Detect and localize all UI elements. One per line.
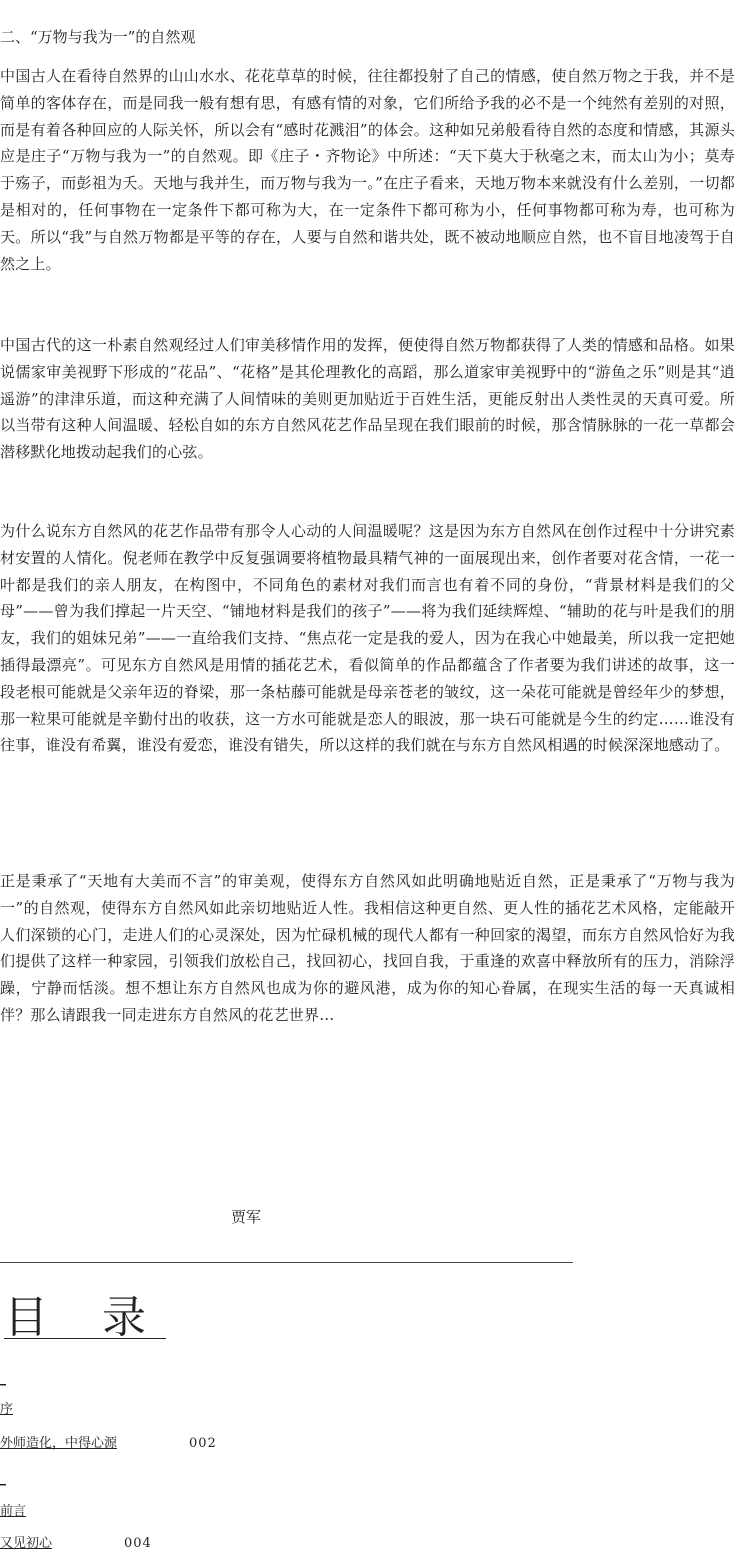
toc-title: 目 录 (4, 1292, 166, 1343)
toc-entry-preface[interactable] (0, 1436, 217, 1452)
paragraph-4: 正是秉承了“天地有大美而不言”的审美观，使得东方自然风如此明确地贴近自然，正是秉承了“万物与我为一”的自然观，使得东方自然风如此亲切地贴近人性。我相信这种更自然、更人性的插花艺术风格，定能敲开人们深锁的心门，走进人们的心灵深处，因为忙碌机械的现代人都有一种回家的渴望，而东方自然风恰好为我们提供了这样一种家园，引领我们放松自己，找回初心，找回自我，于重逢的欢喜中释放所有的压力，消除浮躁，宁静而恬淡。想不想让东方自然风也成为你的避风港，成为你的知心眷属，在现实生活的每一天真诚相伴？那么请跟我一同走进东方自然风的花艺世界… (0, 872, 735, 1024)
paragraph-2: 中国古代的这一朴素自然观经过人们审美移情作用的发挥，便使得自然万物都获得了人类的情感和品格。如果说儒家审美视野下形成的“花品”、“花格”是其伦理教化的高蹈，那么道家审美视野中的“游鱼之乐”则是其“逍遥游”的津津乐道，而这种充满了人间情味的美则更加贴近于百姓生活，更能反射出人类性灵的天真可爱。所以当带有这种人间温暖、轻松自如的东方自然风花艺作品呈现在我们眼前的时候，那含情脉脉的一花一草都会潜移默化地拨动起我们的心弦。 (0, 336, 735, 462)
toc-item-foreword[interactable]: 前言 (0, 1504, 27, 1519)
toc-dash: _ (0, 1372, 6, 1386)
section-heading: 二、“万物与我为一”的自然观 (0, 28, 196, 46)
horizontal-divider (0, 1262, 573, 1263)
paragraph-3: 为什么说东方自然风的花艺作品带有那令人心动的人间温暖呢？这是因为东方自然风在创作过程中十分讲究素材安置的人情化。倪老师在教学中反复强调要将植物最具精气神的一面展现出来，创作者要对花含情，一花一叶都是我们的亲人朋友，在构图中，不同角色的素材对我们而言也有着不同的身份，“背景材料是我们的父母”——曾为我们撑起一片天空、“铺地材料是我们的孩子”——将为我们延续辉煌、“辅助的花与叶是我们的朋友，我们的姐妹兄弟”——一直给我们支持、“焦点花一定是我的爱人，因为在我心中她最美，所以我一定把她插得最漂亮”。可见东方自然风是用情的插花艺术，看似简单的作品都蕴含了作者要为我们讲述的故事，这一段老根可能就是父亲年迈的脊梁，那一条枯藤可能就是母亲苍老的皱纹，这一朵花可能就是曾经年少的梦想，那一粒果可能就是辛勤付出的收获，这一方水可能就是恋人的眼波，那一块石可能就是今生的约定……谁没有往事，谁没有希翼，谁没有爱恋，谁没有错失，所以这样的我们就在与东方自然风相遇的时候深深地感动了。 (0, 522, 735, 755)
toc-entry-title: 外师造化，中得心源 (0, 1436, 118, 1451)
toc-entry-page: 004 (124, 1536, 152, 1551)
toc-entry-page: 002 (189, 1436, 217, 1451)
author-name: 贾军 (231, 1208, 262, 1226)
toc-item-preface[interactable]: 序 (0, 1402, 14, 1417)
paragraph-1: 中国古人在看待自然界的山山水水、花花草草的时候，往往都投射了自己的情感，使自然万物之于我，并不是简单的客体存在，而是同我一般有想有思，有感有情的对象，它们所给予我的必不是一个纯然有差别的对照，而是有着各种回应的人际关怀，所以会有“感时花溅泪”的体会。这种如兄弟般看待自然的态度和情感，其源头应是庄子“万物与我为一”的自然观。即《庄子・齐物论》中所述：“天下莫大于秋毫之末，而太山为小；莫寿于殇子，而彭祖为夭。天地与我并生，而万物与我为一。”在庄子看来，天地万物本来就没有什么差别，一切都是相对的，任何事物在一定条件下都可称为大，在一定条件下都可称为小，任何事物都可称为寿，也可称为天。所以“我”与自然万物都是平等的存在，人要与自然和谐共处，既不被动地顺应自然，也不盲目地凌驾于自然之上。 (0, 67, 735, 273)
toc-entry-title: 又见初心 (0, 1536, 53, 1551)
toc-entry-foreword[interactable] (0, 1536, 152, 1552)
toc-dash: _ (0, 1472, 6, 1486)
